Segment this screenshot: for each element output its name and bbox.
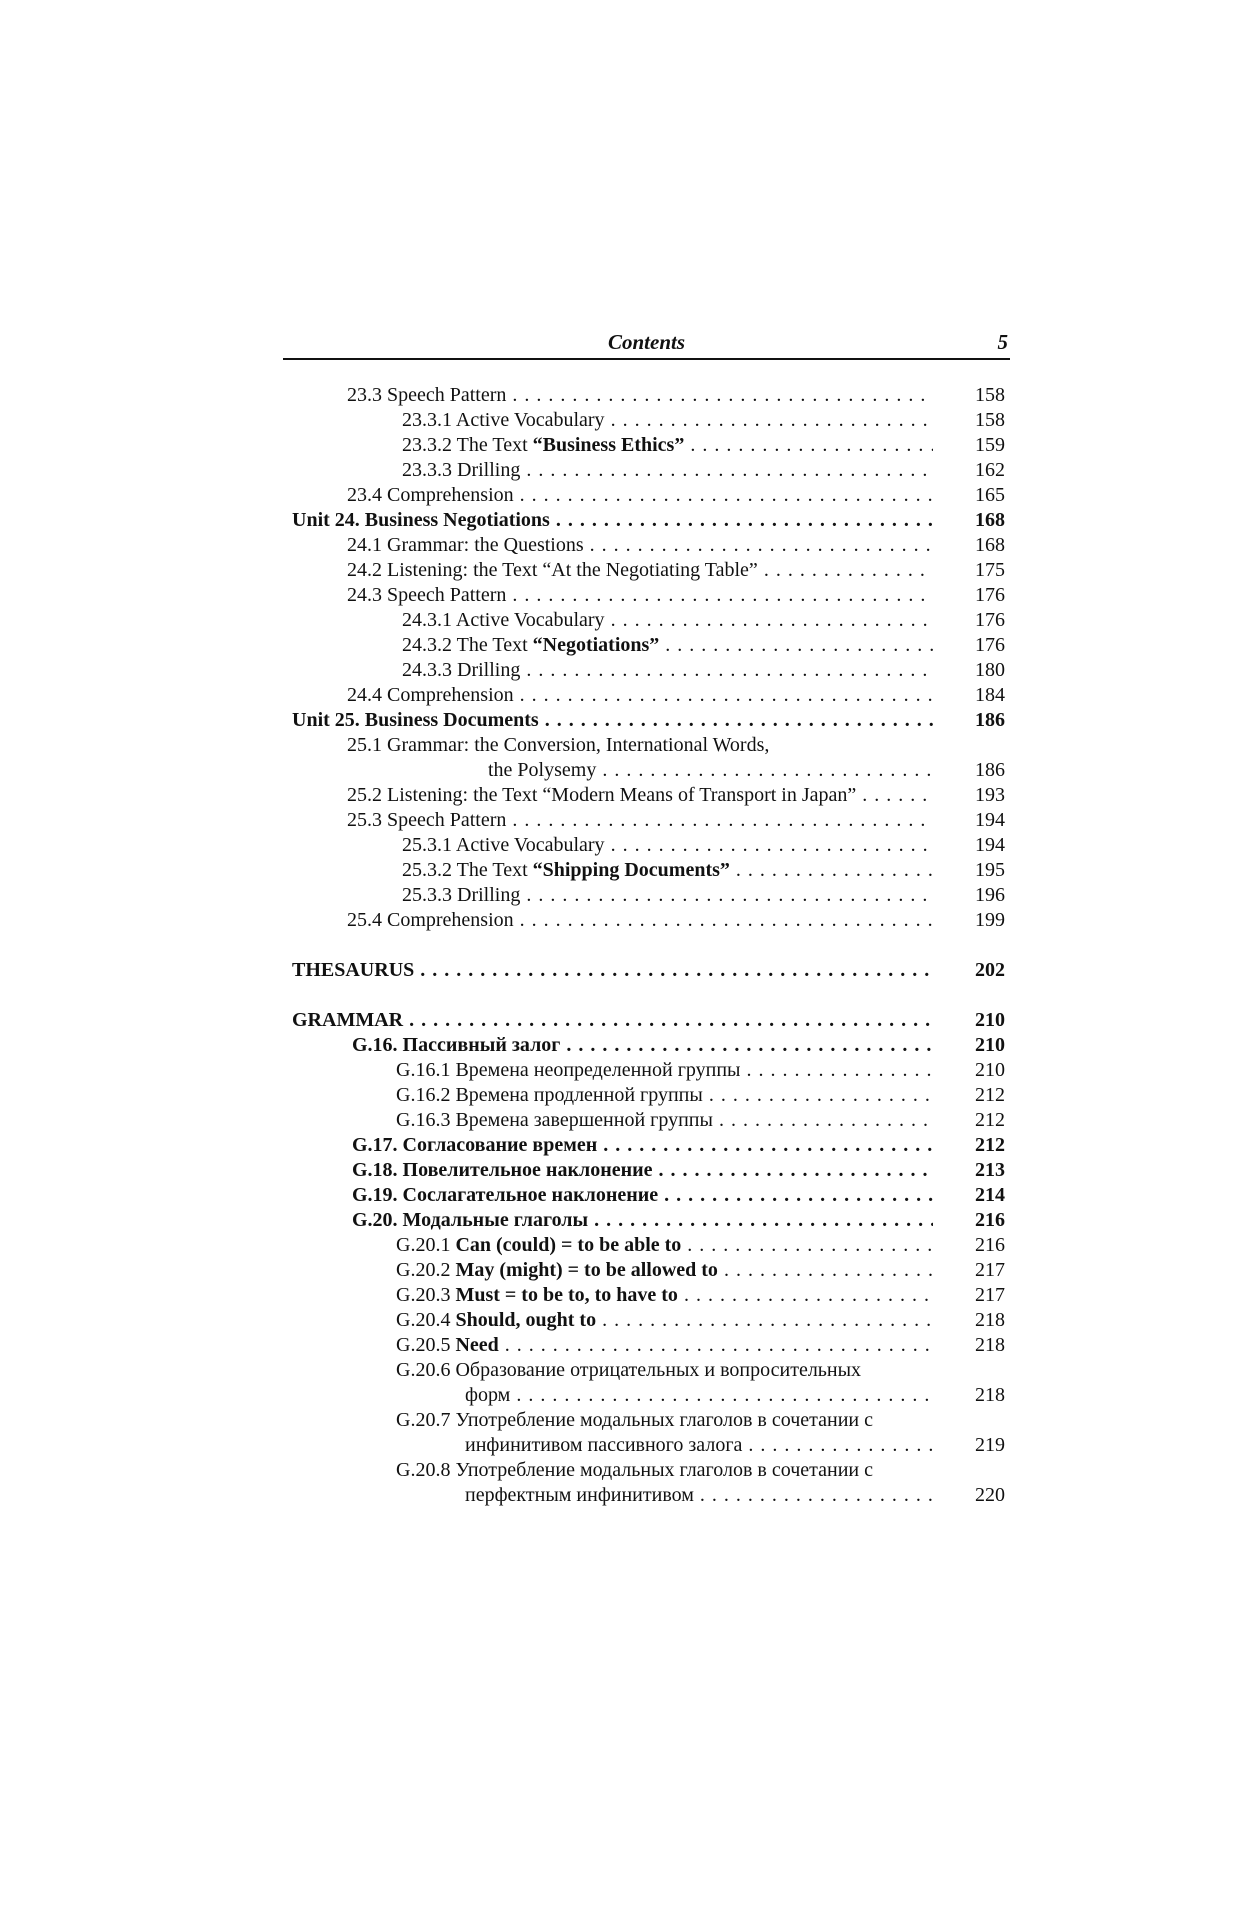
toc-entry[interactable]	[0, 458, 1238, 483]
toc-entry-title: G.20.5 Need . . .	[396, 1333, 933, 1358]
toc-page: 210	[975, 1009, 1005, 1031]
toc-page: 217	[975, 1284, 1005, 1306]
toc-entry-title: 24.3 Speech Pattern . . .	[347, 583, 933, 608]
toc-entry-title: 25.2 Listening: the Text “Modern Means of Transport in Japan” . . .	[347, 783, 933, 808]
toc-entry-title: G.17. Согласование времен . . .	[352, 1133, 933, 1158]
toc-entry[interactable]	[0, 833, 1238, 858]
running-header	[283, 329, 1010, 360]
toc-entry-title: 25.3.3 Drilling . . .	[402, 883, 933, 908]
toc-page: 194	[975, 834, 1005, 856]
toc-entry-title: G.16.1 Времена неопределенной группы . . .	[396, 1058, 933, 1083]
toc-entry-title: 24.4 Comprehension . . .	[347, 683, 933, 708]
toc-page: 162	[975, 459, 1005, 481]
toc-entry-title: G.18. Повелительное наклонение . . .	[352, 1158, 933, 1183]
toc-page: 212	[975, 1084, 1005, 1106]
toc-page: 194	[975, 809, 1005, 831]
toc-entry-title: 25.3.1 Active Vocabulary . . .	[402, 833, 933, 858]
toc-entry[interactable]	[0, 1358, 1238, 1383]
toc-entry[interactable]	[0, 1033, 1238, 1058]
toc-entry[interactable]	[0, 1233, 1238, 1258]
toc-entry-title: G.20.1 Can (could) = to be able to . . .	[396, 1233, 933, 1258]
toc-entry-title: Unit 25. Business Documents . . .	[292, 708, 933, 733]
toc-page: 212	[975, 1109, 1005, 1131]
toc-page: 168	[975, 534, 1005, 556]
toc-entry[interactable]	[0, 608, 1238, 633]
toc-entry[interactable]	[0, 1058, 1238, 1083]
toc-entry-title: G.20.6 Образование отрицательных и вопросительных	[396, 1359, 862, 1381]
toc-entry[interactable]	[0, 483, 1238, 508]
toc-page: 217	[975, 1259, 1005, 1281]
toc-entry[interactable]	[0, 908, 1238, 933]
toc-page: 158	[975, 409, 1005, 431]
toc-entry[interactable]	[0, 1133, 1238, 1158]
toc-entry[interactable]	[0, 808, 1238, 833]
toc-entry-title: G.16.3 Времена завершенной группы . . .	[396, 1108, 933, 1133]
toc-entry[interactable]	[0, 1208, 1238, 1233]
toc-page: 218	[975, 1309, 1005, 1331]
toc-entry-title: Unit 24. Business Negotiations . . .	[292, 508, 933, 533]
toc-entry[interactable]	[0, 1408, 1238, 1433]
toc-entry[interactable]	[0, 583, 1238, 608]
toc-page: 220	[975, 1484, 1005, 1506]
toc-page: 216	[975, 1234, 1005, 1256]
toc-entry-title: THESAURUS . . .	[292, 958, 933, 983]
toc-page: 175	[975, 559, 1005, 581]
toc-page: 176	[975, 584, 1005, 606]
toc-entry-title: 23.3.1 Active Vocabulary . . .	[402, 408, 933, 433]
toc-page: 193	[975, 784, 1005, 806]
toc-entry-continuation[interactable]	[0, 1383, 1238, 1408]
table-of-contents	[0, 383, 1238, 1508]
toc-entry[interactable]	[0, 733, 1238, 758]
toc-entry[interactable]	[0, 1158, 1238, 1183]
toc-entry[interactable]	[0, 1258, 1238, 1283]
toc-entry-title: 25.3 Speech Pattern . . .	[347, 808, 933, 833]
toc-page: 213	[975, 1159, 1005, 1181]
toc-entry[interactable]	[0, 1083, 1238, 1108]
toc-entry[interactable]	[0, 1333, 1238, 1358]
toc-entry-title: G.16.2 Времена продленной группы . . .	[396, 1083, 933, 1108]
toc-entry[interactable]	[0, 783, 1238, 808]
toc-entry-title: 24.3.3 Drilling . . .	[402, 658, 933, 683]
toc-entry-title: перфектным инфинитивом . . .	[465, 1483, 933, 1508]
toc-page: 214	[975, 1184, 1005, 1206]
toc-page: 159	[975, 434, 1005, 456]
toc-entry-title: 23.3 Speech Pattern . . .	[347, 383, 933, 408]
toc-entry-title: G.20. Модальные глаголы . . .	[352, 1208, 933, 1233]
toc-entry-title: G.20.8 Употребление модальных глаголов в сочетании с	[396, 1459, 874, 1481]
toc-page: 186	[975, 709, 1005, 731]
toc-page: 176	[975, 609, 1005, 631]
toc-entry[interactable]	[0, 408, 1238, 433]
toc-entry-title: the Polysemy . . .	[488, 758, 933, 783]
toc-entry[interactable]	[0, 1183, 1238, 1208]
toc-entry-title: 25.4 Comprehension . . .	[347, 908, 933, 933]
toc-entry[interactable]	[0, 433, 1238, 458]
header-title: Contents	[607, 330, 686, 354]
toc-entry[interactable]	[0, 1108, 1238, 1133]
toc-entry[interactable]	[0, 883, 1238, 908]
toc-entry[interactable]	[0, 533, 1238, 558]
toc-entry-title: 23.3.3 Drilling . . .	[402, 458, 933, 483]
toc-page: 210	[975, 1034, 1005, 1056]
toc-entry-title: форм . . .	[465, 1383, 933, 1408]
toc-entry-continuation[interactable]	[0, 1433, 1238, 1458]
toc-page: 199	[975, 909, 1005, 931]
toc-page: 195	[975, 859, 1005, 881]
toc-unit-heading[interactable]	[0, 508, 1238, 533]
toc-page: 165	[975, 484, 1005, 506]
toc-entry-title: 24.2 Listening: the Text “At the Negotiating Table” . . .	[347, 558, 933, 583]
toc-page: 218	[975, 1384, 1005, 1406]
toc-page: 184	[975, 684, 1005, 706]
toc-entry[interactable]	[0, 383, 1238, 408]
toc-page: 216	[975, 1209, 1005, 1231]
toc-page: 168	[975, 509, 1005, 531]
toc-entry-title: GRAMMAR . . .	[292, 1008, 933, 1033]
toc-entry[interactable]	[0, 1458, 1238, 1483]
toc-entry-title: 24.1 Grammar: the Questions . . .	[347, 533, 933, 558]
toc-entry[interactable]	[0, 658, 1238, 683]
toc-page: 210	[975, 1059, 1005, 1081]
toc-entry-title: 25.1 Grammar: the Conversion, International Words,	[347, 734, 770, 756]
toc-entry-title: G.16. Пассивный залог . . .	[352, 1033, 933, 1058]
toc-entry-continuation[interactable]	[0, 1483, 1238, 1508]
toc-page: 212	[975, 1134, 1005, 1156]
toc-page: 158	[975, 384, 1005, 406]
toc-entry-continuation[interactable]	[0, 758, 1238, 783]
toc-entry-title: G.20.3 Must = to be to, to have to . . .	[396, 1283, 933, 1308]
toc-page: 218	[975, 1334, 1005, 1356]
toc-page: 176	[975, 634, 1005, 656]
toc-page: 219	[975, 1434, 1005, 1456]
toc-page: 196	[975, 884, 1005, 906]
toc-entry-title: 25.3.2 The Text “Shipping Documents” . . .	[402, 858, 933, 883]
toc-entry-title: G.19. Сослагательное наклонение . . .	[352, 1183, 933, 1208]
header-page-number: 5	[997, 330, 1008, 354]
toc-entry-title: 23.3.2 The Text “Business Ethics” . . .	[402, 433, 933, 458]
toc-entry-title: 23.4 Comprehension . . .	[347, 483, 933, 508]
toc-entry[interactable]	[0, 1308, 1238, 1333]
toc-entry-title: G.20.2 May (might) = to be allowed to . . .	[396, 1258, 933, 1283]
toc-entry-title: 24.3.2 The Text “Negotiations” . . .	[402, 633, 933, 658]
toc-section-heading[interactable]	[0, 1008, 1238, 1033]
toc-entry-title: 24.3.1 Active Vocabulary . . .	[402, 608, 933, 633]
toc-entry[interactable]	[0, 858, 1238, 883]
toc-page: 180	[975, 659, 1005, 681]
toc-entry[interactable]	[0, 1283, 1238, 1308]
toc-page: 202	[975, 959, 1005, 981]
toc-unit-heading[interactable]	[0, 708, 1238, 733]
toc-entry[interactable]	[0, 558, 1238, 583]
toc-entry-title: G.20.7 Употребление модальных глаголов в сочетании с	[396, 1409, 874, 1431]
toc-entry[interactable]	[0, 683, 1238, 708]
toc-section-heading[interactable]	[0, 958, 1238, 983]
toc-entry[interactable]	[0, 633, 1238, 658]
toc-entry-title: G.20.4 Should, ought to . . .	[396, 1308, 933, 1333]
toc-entry-title: инфинитивом пассивного залога . . .	[465, 1433, 933, 1458]
toc-page: 186	[975, 759, 1005, 781]
